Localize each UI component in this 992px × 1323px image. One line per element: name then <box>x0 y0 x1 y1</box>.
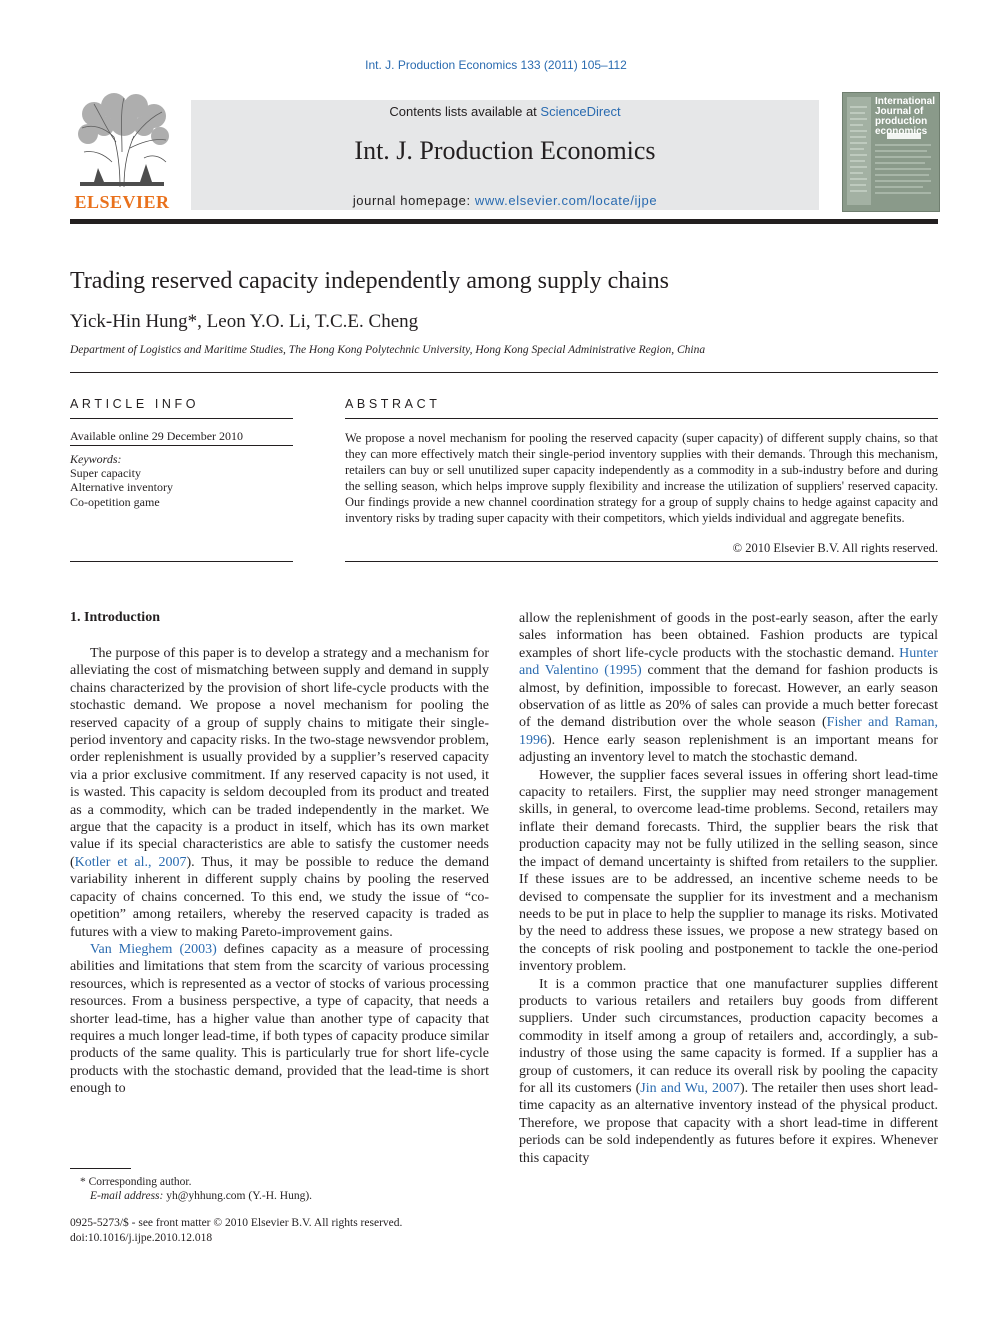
keywords-label: Keywords: <box>70 452 122 466</box>
keyword-item: Alternative inventory <box>70 480 173 494</box>
intro-paragraph-1 <box>70 645 489 941</box>
doi-line[interactable]: doi:10.1016/j.ijpe.2010.12.018 <box>70 1232 213 1244</box>
homepage-prefix: journal homepage: <box>352 193 475 208</box>
contents-available-line <box>191 104 819 119</box>
intro-paragraph-2 <box>70 941 489 1098</box>
corresponding-author-note: * Corresponding author. <box>80 1176 192 1188</box>
intro-paragraph-4 <box>519 767 938 976</box>
paragraph-text: ). The retailer then uses short lead-time capacity as an alternative inventory instead of the physical product. Therefore, we propose that capacity with a short lead-time in different periods can be sold independently as futures before it expires. Whenever this capacity <box>519 1080 938 1166</box>
right-column <box>519 610 938 1167</box>
paragraph-text: comment that the demand for fashion products is almost, by definition, impossible to forecast. However, an early season observation of as little as 20% of sales can provide a much better forecast of the demand distribution over the whole season ( <box>519 663 938 731</box>
author-affiliation: Department of Logistics and Maritime Studies, The Hong Kong Polytechnic University, Hong Kong Special Administrative Region, China <box>70 344 706 356</box>
article-info-rule-top <box>70 418 293 419</box>
paragraph-text: allow the replenishment of goods in the post-early season, after the early sales information has been obtained. Fashion products are typical examples of short life-cycle products with the stochastic demand. <box>519 611 938 661</box>
abstract-copyright: © 2010 Elsevier B.V. All rights reserved. <box>732 541 938 555</box>
homepage-link[interactable]: www.elsevier.com/locate/ijpe <box>474 193 658 208</box>
contents-prefix: Contents lists available at <box>389 104 541 119</box>
paragraph-text: However, the supplier faces several issues in offering short lead-time capacity to retailers. First, the supplier may need stronger management skills, in general, to overcome lead-time problems. Second, retailers may inflate their demand forecasts. Third, the supplier bears the risk that production capacity may not be fully utilized in the selling season, since the impact of demand uncertainty is shifted from retailers to the supplier. If these issues are to be addressed, an incentive scheme needs to be devised to compensate the supplier for its investment and a mechanism needs to be put in place to help the supplier to manage its risks. Motivated by the need to address these issues, we propose a new strategy based on the concepts of risk pooling and postponement to tackle the one-period inventory problem. <box>519 767 938 975</box>
intro-paragraph-5 <box>519 976 938 1167</box>
article-info-rule-bottom <box>70 561 293 562</box>
available-online: Available online 29 December 2010 <box>70 429 244 443</box>
footnote-rule <box>70 1168 131 1169</box>
article-info-heading: ARTICLE INFO <box>70 397 200 411</box>
abstract-text: We propose a novel mechanism for pooling the reserved capacity (super capacity) of different supply chains, so that they can more effectively match their single-period inventory supplies with their demands. Through this mechanism, retailers can buy or sell unutilized super capacity independently as a commodity in a sub-industry before and during the selling season, which helps improve supply flexibility and increase the utilization of suppliers' reserved capacity. Our findings provide a new channel coordination strategy for a group of supply chains to hedge against capacity and inventory risks by trading super capacity with their competitors, which yields individual and aggregate benefits. <box>345 431 938 525</box>
citation-link[interactable]: Hunter and Valentino (1995) <box>519 645 938 679</box>
email-address[interactable]: yh@yhhung.com (Y.-H. Hung). <box>163 1190 313 1202</box>
introduction-heading: 1. Introduction <box>70 610 160 625</box>
left-column <box>70 645 489 1098</box>
citation-link[interactable]: Kotler et al., 2007 <box>74 854 187 870</box>
title-rule <box>70 372 938 373</box>
journal-cover-thumbnail[interactable] <box>842 92 940 212</box>
paragraph-text: defines capacity as a measure of processing abilities and limitations that stem from the scarcity of various processing resources, which is represented as a vector of stocks of various processing resources. From a business perspective, a type of capacity, that needs a shorter lead-time, has a higher value than another type of capacity that requires a much longer lead-time, if both types of capacity produce similar products of the same quality. This is particularly true for short life-cycle products with the stochastic demand, provided that the lead-time is short enough to <box>70 941 489 1097</box>
elsevier-wordmark: ELSEVIER <box>74 192 170 212</box>
keyword-item: Super capacity <box>70 466 141 480</box>
abstract-rule-bottom <box>345 561 938 562</box>
cover-title: International Journal of production economics <box>875 96 936 137</box>
paragraph-text: It is a common practice that one manufacturer supplies different products to various retailers and retailers buy goods from different suppliers. Under such circumstances, production capacity becomes a commodity in itself among a group of retailers and, accordingly, a sub-industry of those using the same capacity is formed. If a supplier has a group of customers, it can reduce its overall risk by pooling the capacity for all its customers ( <box>519 976 938 1096</box>
citation-link[interactable]: Van Mieghem (2003) <box>90 941 217 957</box>
sciencedirect-link[interactable]: ScienceDirect <box>540 104 621 119</box>
abstract-rule-top <box>345 418 938 419</box>
email-label: E-mail address: <box>90 1190 164 1202</box>
journal-homepage-line <box>191 193 819 208</box>
journal-name: Int. J. Production Economics <box>354 136 656 165</box>
email-note <box>90 1189 312 1203</box>
intro-paragraph-3 <box>519 610 938 767</box>
paragraph-text: The purpose of this paper is to develop a strategy and a mechanism for alleviating the cost of mismatching between supply and demand in supply chains characterized by the provision of short life-cycle products with the stochastic demand. We propose a novel mechanism for pooling the reserved capacity of a group of supply chains to mitigate their single-period inventory and capacity risks. In the two-stage newsvendor problem, order replenishment is usually provided by a supplier’s reserved capacity via a prior exclusive commitment. If any reserved capacity is not used, it is wasted. This capacity is seldom decoupled from its product and treated as a commodity, which can be traded independently in the market. We argue that the capacity is a product in itself, which has its own market value if its special characteristics are able to satisfy the customer needs ( <box>70 646 489 870</box>
elsevier-logo[interactable] <box>70 92 174 212</box>
journal-banner <box>191 100 819 210</box>
elsevier-tree-icon <box>74 92 170 190</box>
issn-line: 0925-5273/$ - see front matter © 2010 Elsevier B.V. All rights reserved. <box>70 1217 403 1229</box>
paragraph-text: ). Hence early season replenishment is an important means for adjusting an inventory level to match the stochastic demand. <box>519 732 938 766</box>
header-rule <box>70 219 938 224</box>
keyword-item: Co-opetition game <box>70 495 160 509</box>
citation-link[interactable]: Jin and Wu, 2007 <box>640 1080 740 1096</box>
article-authors: Yick-Hin Hung*, Leon Y.O. Li, T.C.E. Cheng <box>70 311 419 332</box>
abstract-heading: ABSTRACT <box>345 397 441 411</box>
citation-link[interactable]: Fisher and Raman, 1996 <box>519 715 939 748</box>
article-info-rule-mid <box>70 445 293 446</box>
paragraph-text: ). Thus, it may be possible to reduce the demand variability inherent in different supply chains by pooling the reserved capacity of chains concerned. To this end, we study the issue of “co-opetition” among retailers, whereby the reserved capacity is traded as futures with a view to making Pareto-improvement gains. <box>70 854 489 940</box>
journal-reference[interactable]: Int. J. Production Economics 133 (2011) 105–112 <box>365 58 627 72</box>
article-title: Trading reserved capacity independently among supply chains <box>70 268 669 294</box>
